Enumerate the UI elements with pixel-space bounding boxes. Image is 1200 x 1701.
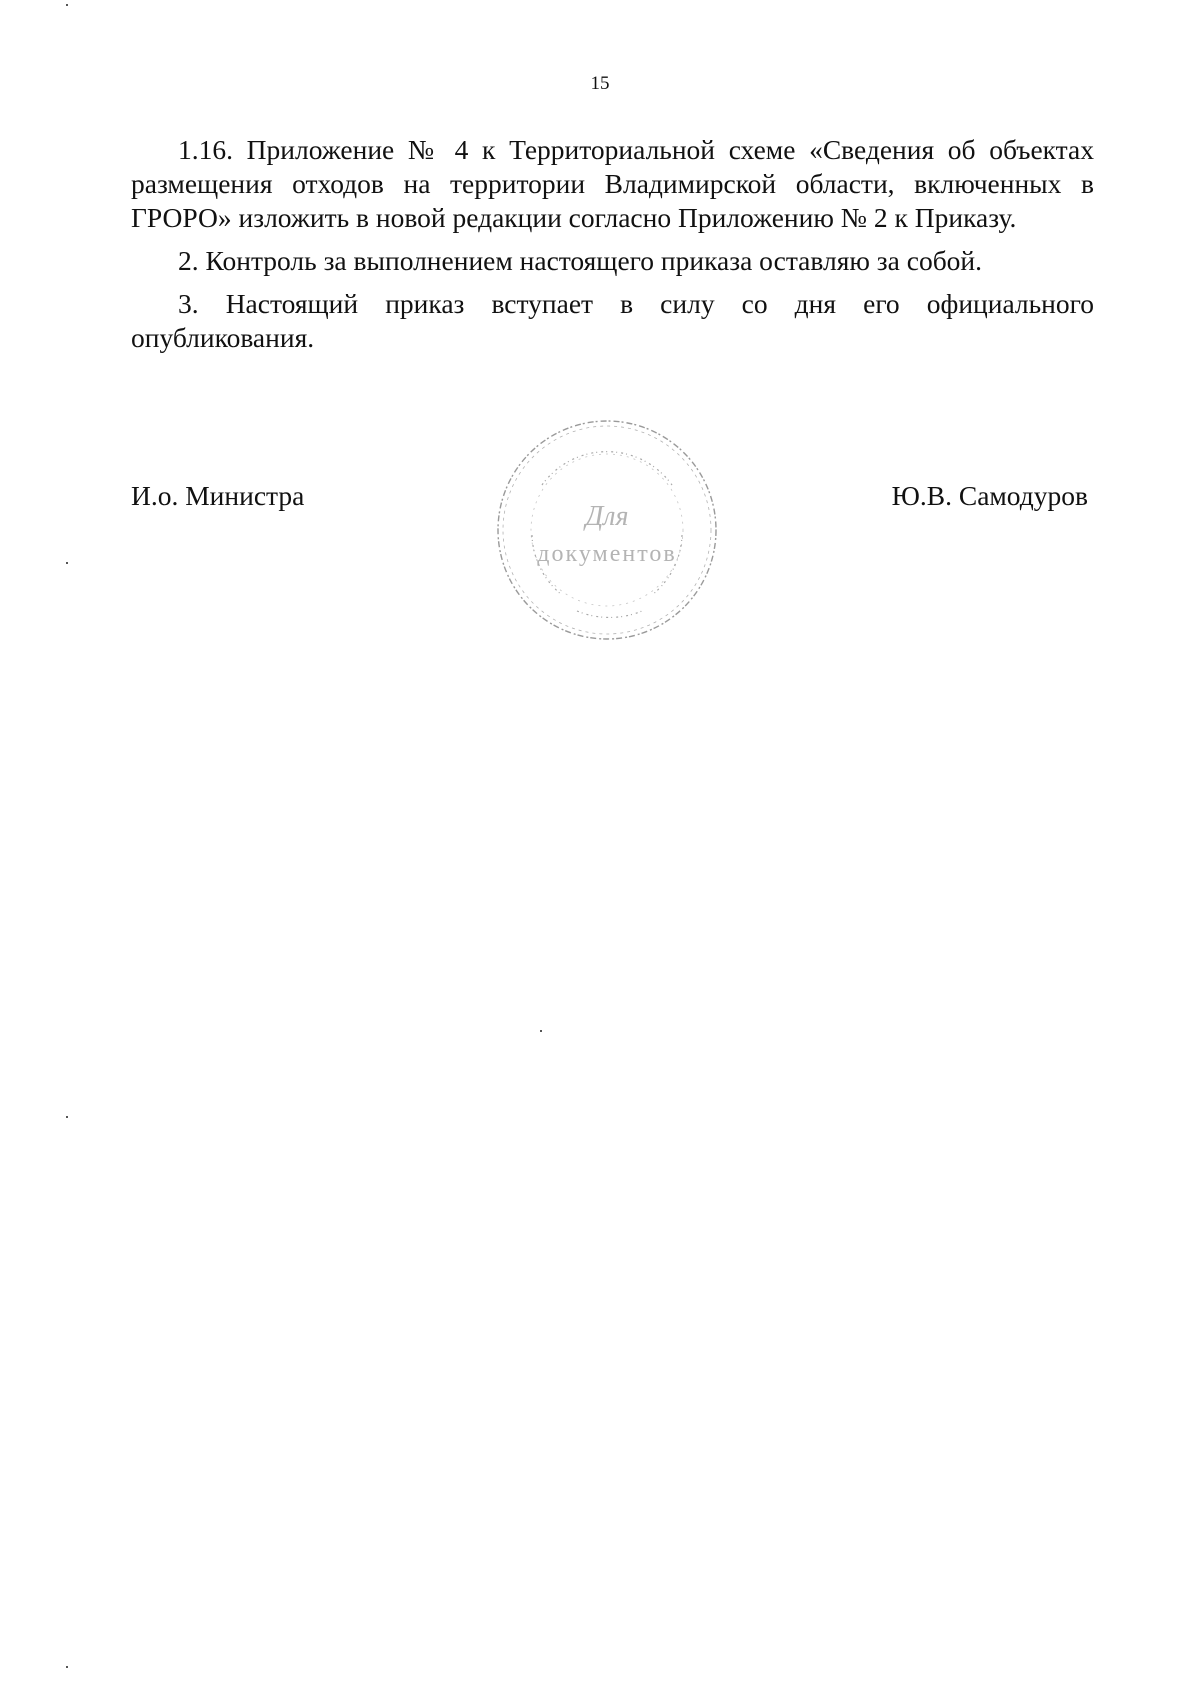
scan-dot (540, 1030, 542, 1032)
paragraph-2: 2. Контроль за выполнением настоящего приказа оставляю за собой. (178, 245, 983, 276)
signatory-name: Ю.В. Самодуров (891, 480, 1088, 511)
official-seal (492, 415, 722, 645)
signatory-position: И.о. Министра (131, 480, 305, 511)
scan-dot (66, 1116, 68, 1118)
document-body (131, 133, 1094, 355)
scan-dot (66, 4, 68, 6)
scan-dot (66, 1666, 68, 1668)
seal-center-line-1: Для (585, 501, 629, 532)
paragraph-3: 3. Настоящий приказ вступает в силу со дня его официального опубликования. (131, 288, 1094, 353)
scan-dot (66, 562, 68, 564)
paragraph-1-16: 1.16. Приложение № 4 к Территориальной схеме «Сведения об объектах размещения отходов на территории Владимирской области, включенных в ГРОРО» изложить в новой редакции согласно Приложению № 2 к Приказу. (131, 134, 1094, 233)
page-number: 15 (590, 73, 610, 94)
seal-center-line-2: документов (537, 541, 677, 567)
